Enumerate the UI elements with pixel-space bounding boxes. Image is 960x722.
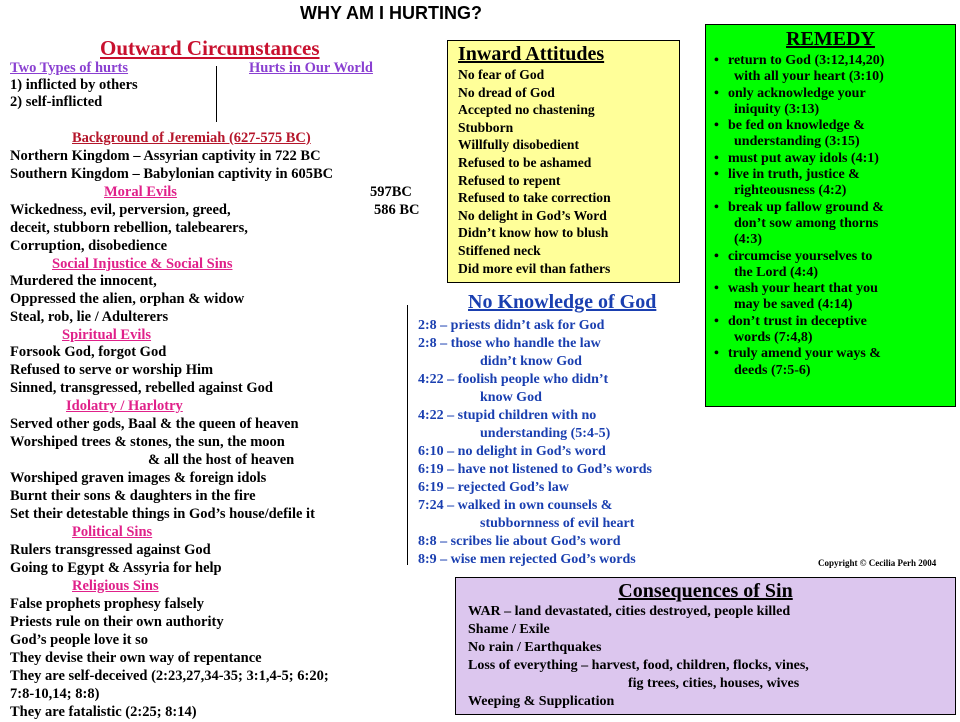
hurts-in-world-label: Hurts in Our World (249, 60, 373, 76)
inward-item: Did more evil than fathers (458, 260, 611, 276)
date-586: 586 BC (374, 202, 420, 218)
spiritual-line: Sinned, transgressed, rebelled against God (10, 380, 273, 396)
remedy-item: • be fed on knowledge & understanding (3:15) (728, 118, 955, 151)
inward-attitudes-box (447, 40, 680, 283)
consequence-item: Shame / Exile (468, 622, 550, 637)
date-597: 597BC (370, 184, 412, 200)
religious-line: 7:8-10,14; 8:8) (10, 686, 100, 702)
political-line: Rulers transgressed against God (10, 542, 211, 558)
knowledge-line: 6:10 – no delight in God’s word (418, 444, 606, 459)
background-heading: Background of Jeremiah (627-575 BC) (72, 130, 311, 146)
knowledge-line: 6:19 – rejected God’s law (418, 480, 569, 495)
knowledge-line: 2:8 – priests didn’t ask for God (418, 318, 605, 333)
consequences-heading: Consequences of Sin (618, 580, 793, 602)
inward-item: No delight in God’s Word (458, 207, 607, 223)
social-line: Oppressed the alien, orphan & widow (10, 291, 245, 307)
moral-line: deceit, stubborn rebellion, talebearers, (10, 220, 248, 236)
idolatry-line: Served other gods, Baal & the queen of heaven (10, 416, 299, 432)
background-line: Southern Kingdom – Babylonian captivity in 605BC (10, 166, 334, 182)
religious-line: Priests rule on their own authority (10, 614, 224, 630)
religious-line: God’s people love it so (10, 632, 149, 648)
idolatry-line: Burnt their sons & daughters in the fire (10, 488, 256, 504)
remedy-item: • only acknowledge your iniquity (3:13) (728, 86, 955, 119)
inward-item: Willfully disobedient (458, 137, 579, 153)
inward-item: Didn’t know how to blush (458, 225, 609, 241)
idolatry-line: Set their detestable things in God’s house/defile it (10, 506, 315, 522)
inward-item: Stubborn (458, 119, 514, 135)
social-line: Steal, rob, lie / Adulterers (10, 309, 169, 325)
knowledge-line: 6:19 – have not listened to God’s words (418, 462, 652, 477)
page-title: WHY AM I HURTING? (300, 3, 482, 23)
background-line: Northern Kingdom – Assyrian captivity in 722 BC (10, 148, 321, 164)
consequences-box (455, 577, 956, 715)
knowledge-line: didn’t know God (480, 354, 582, 369)
inward-heading: Inward Attitudes (458, 43, 605, 65)
inward-item: No fear of God (458, 67, 545, 82)
consequence-item: Loss of everything – harvest, food, children, flocks, vines, (468, 658, 809, 673)
social-line: Murdered the innocent, (10, 273, 157, 289)
idolatry-line: Worshiped graven images & foreign idols (10, 470, 267, 486)
knowledge-line: 8:8 – scribes lie about God’s word (418, 534, 621, 549)
knowledge-line: understanding (5:4-5) (480, 426, 611, 441)
social-heading: Social Injustice & Social Sins (52, 256, 233, 272)
copyright-note: Copyright © Cecilia Perh 2004 (818, 558, 937, 568)
remedy-item: • must put away idols (4:1) (728, 151, 955, 167)
remedy-item: • don’t trust in deceptive words (7:4,8) (728, 314, 955, 347)
political-heading: Political Sins (72, 524, 153, 540)
remedy-item: • wash your heart that you may be saved (4:14) (728, 281, 955, 314)
remedy-heading: REMEDY (786, 28, 875, 50)
moral-line: Wickedness, evil, perversion, greed, (10, 202, 231, 218)
outward-heading: Outward Circumstances (100, 36, 320, 60)
knowledge-line: 2:8 – those who handle the law (418, 336, 601, 351)
remedy-item: • truly amend your ways & deeds (7:5-6) (728, 346, 955, 379)
moral-heading: Moral Evils (104, 184, 177, 200)
knowledge-line: 4:22 – stupid children with no (418, 408, 597, 423)
type-item: 1) inflicted by others (10, 77, 138, 93)
type-item: 2) self-inflicted (10, 94, 103, 110)
remedy-item: • live in truth, justice & righteousness (4:2) (728, 167, 955, 200)
divider-line (216, 66, 217, 122)
religious-line: They devise their own way of repentance (10, 650, 262, 666)
spiritual-line: Refused to serve or worship Him (10, 362, 214, 378)
remedy-item: • break up fallow ground & don’t sow among thorns (4:3) (728, 200, 955, 249)
knowledge-line: 7:24 – walked in own counsels & (418, 498, 613, 513)
consequence-item: No rain / Earthquakes (468, 640, 602, 655)
inward-item: Refused to repent (458, 172, 561, 188)
knowledge-heading: No Knowledge of God (468, 291, 657, 313)
remedy-item: • return to God (3:12,14,20) with all your heart (3:10) (728, 53, 955, 86)
inward-item: Accepted no chastening (458, 102, 595, 118)
remedy-box (705, 24, 956, 407)
inward-item: Refused to be ashamed (458, 154, 592, 170)
political-line: Going to Egypt & Assyria for help (10, 560, 222, 576)
inward-item: Refused to take correction (458, 190, 611, 206)
knowledge-line: know God (480, 390, 542, 405)
idolatry-heading: Idolatry / Harlotry (66, 398, 183, 414)
religious-line: False prophets prophesy falsely (10, 596, 205, 612)
knowledge-divider (407, 305, 408, 565)
religious-heading: Religious Sins (72, 578, 159, 594)
religious-line: They are self-deceived (2:23,27,34-35; 3:1,4-5; 6:20; (10, 668, 329, 684)
consequence-item: WAR – land devastated, cities destroyed, people killed (468, 604, 791, 619)
spiritual-line: Forsook God, forgot God (10, 344, 167, 360)
spiritual-heading: Spiritual Evils (62, 327, 152, 343)
religious-line: They are fatalistic (2:25; 8:14) (10, 704, 197, 720)
types-of-hurts-label: Two Types of hurts (10, 60, 129, 76)
idolatry-line: Worshiped trees & stones, the sun, the moon (10, 434, 285, 450)
knowledge-line: 8:9 – wise men rejected God’s words (418, 552, 636, 567)
moral-line: Corruption, disobedience (10, 238, 168, 254)
idolatry-line: & all the host of heaven (148, 452, 295, 468)
knowledge-line: stubbornness of evil heart (480, 516, 635, 531)
knowledge-line: 4:22 – foolish people who didn’t (418, 372, 609, 387)
inward-item: Stiffened neck (458, 242, 541, 258)
remedy-item: • circumcise yourselves to the Lord (4:4) (728, 249, 955, 282)
consequence-item: Weeping & Supplication (468, 694, 615, 709)
inward-item: No dread of God (458, 84, 555, 100)
consequence-item: fig trees, cities, houses, wives (628, 676, 800, 691)
